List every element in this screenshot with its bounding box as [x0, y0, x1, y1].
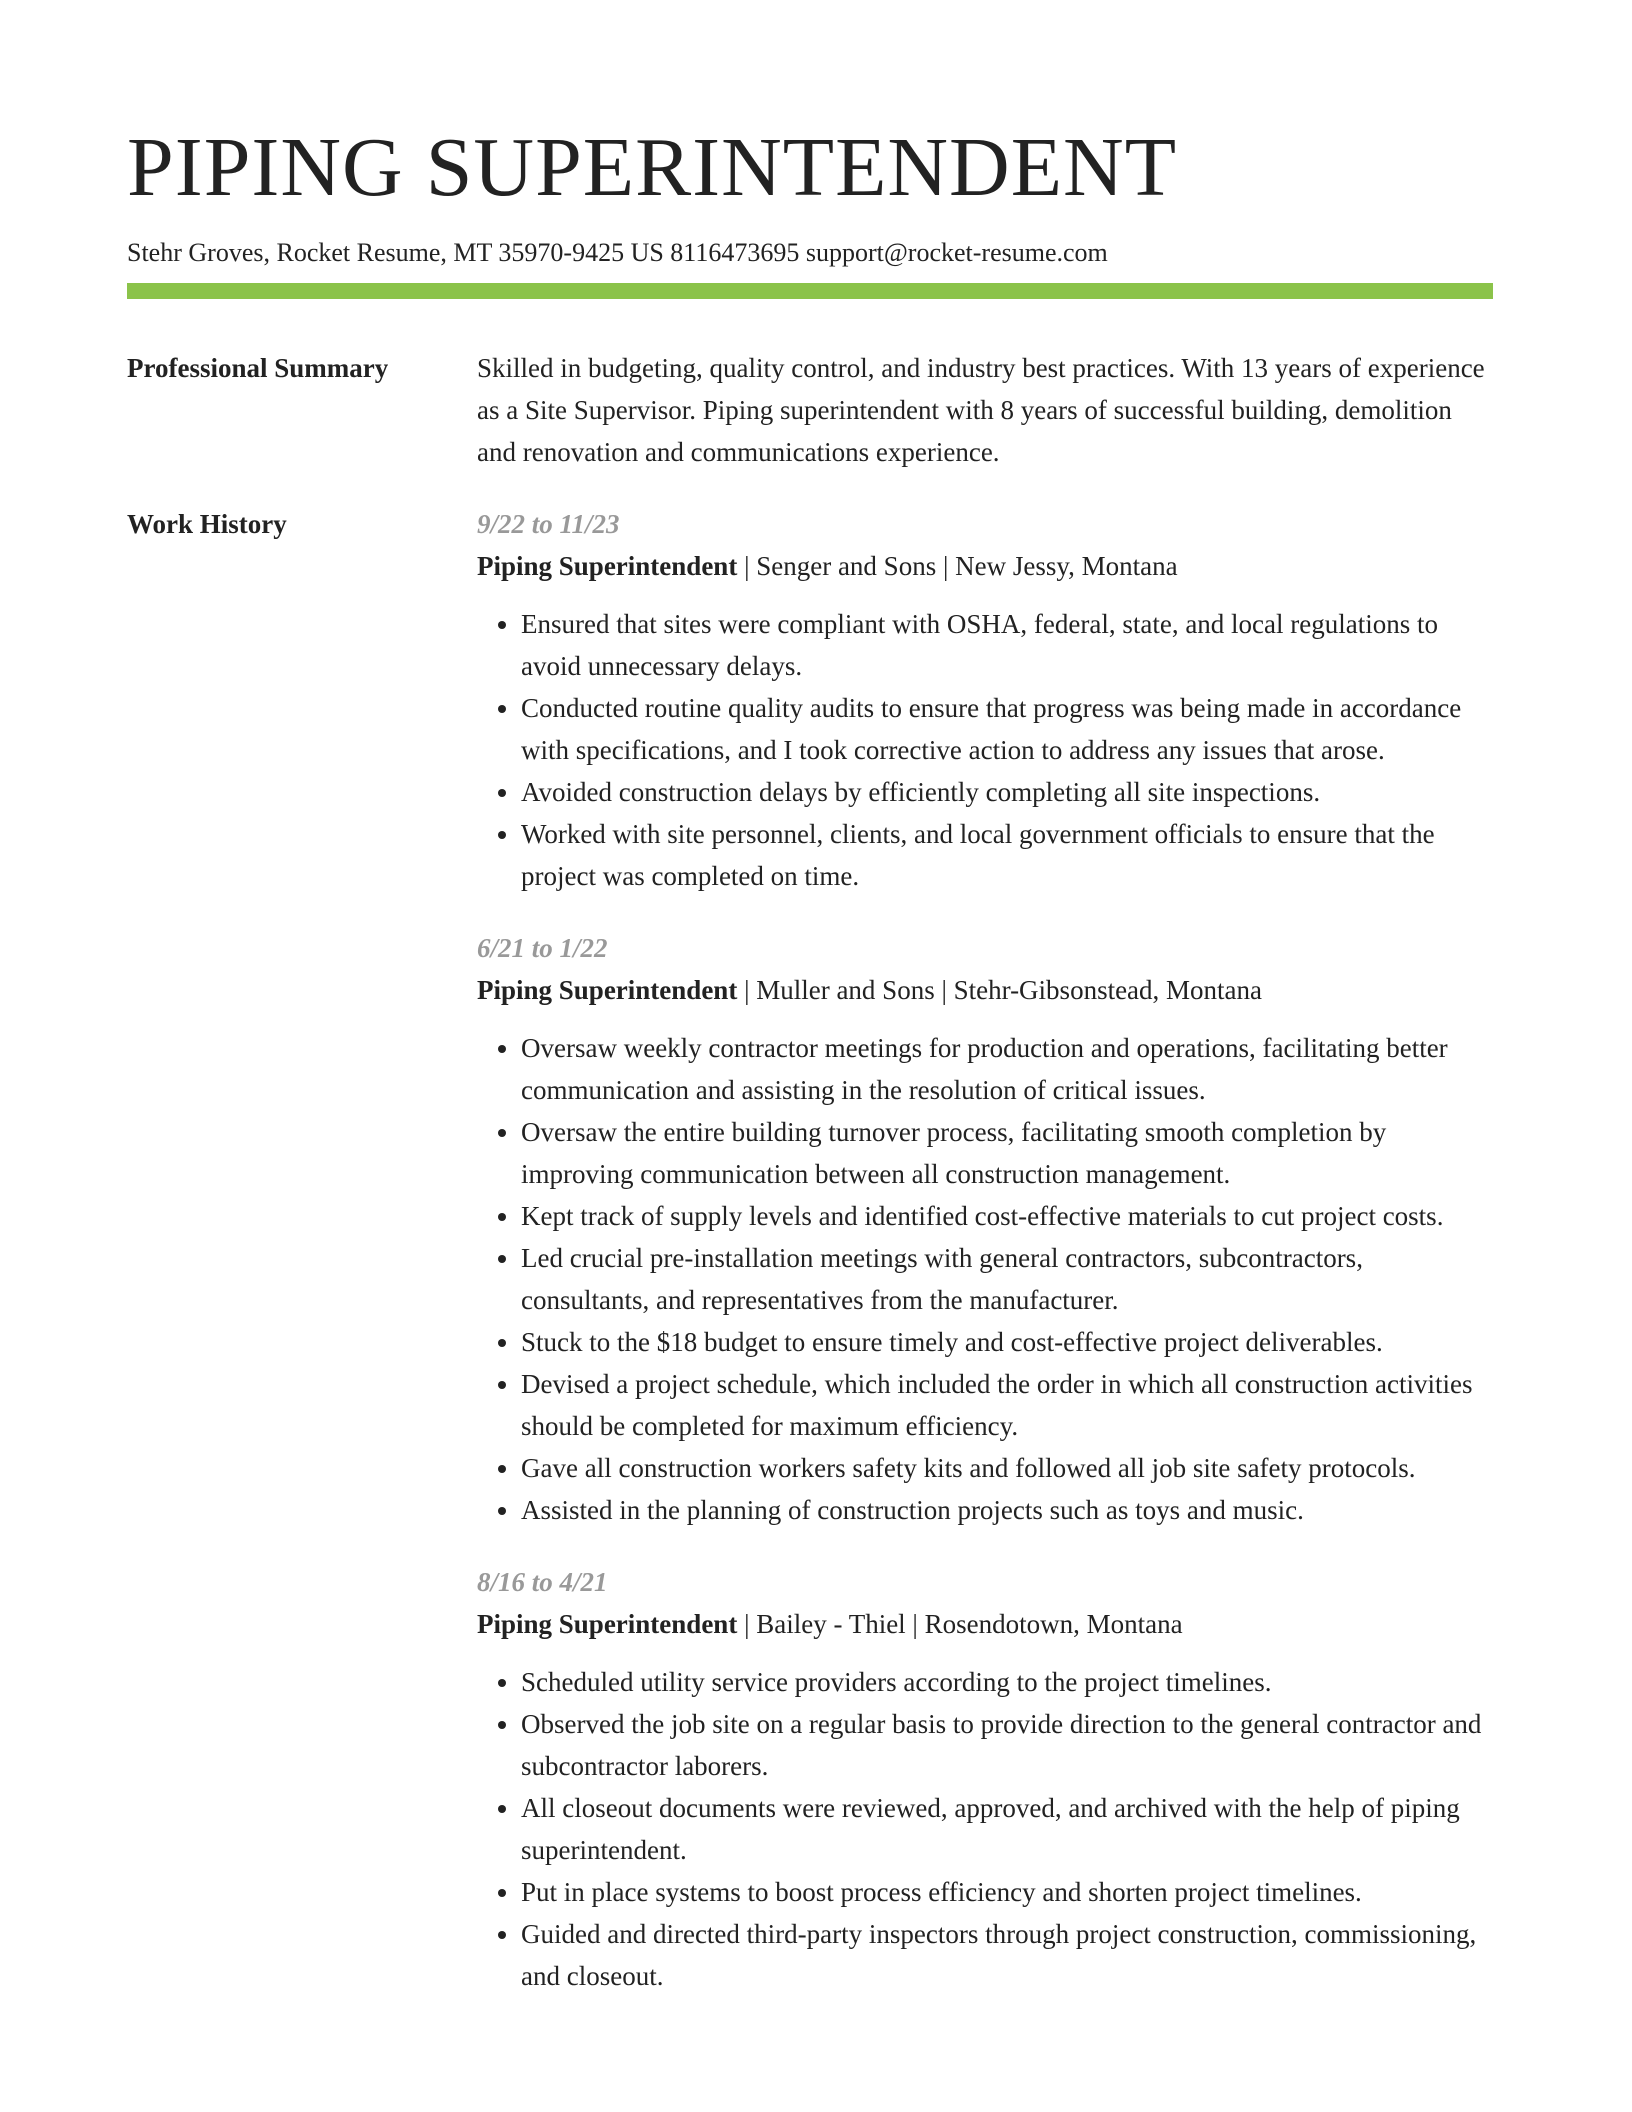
job-bullet: • Oversaw the entire building turnover process, facilitating smooth completion by improving communication between all construction management.	[521, 1111, 1493, 1195]
job-bullet: • Oversaw weekly contractor meetings for production and operations, facilitating better communication and assisting in the resolution of critical issues.	[521, 1027, 1493, 1111]
work-history-section	[127, 503, 1493, 2027]
job-bullet: • Avoided construction delays by efficiently completing all site inspections.	[521, 771, 1493, 813]
job-title: Piping Superintendent	[477, 1609, 738, 1639]
job-dates: 8/16 to 4/21	[477, 1567, 608, 1597]
job-dates: 6/21 to 1/22	[477, 933, 608, 963]
job-entry	[477, 1561, 1493, 1997]
job-list	[477, 503, 1493, 1997]
job-details: | Bailey - Thiel | Rosendotown, Montana	[737, 1609, 1183, 1639]
job-bullet: • Kept track of supply levels and identified cost-effective materials to cut project costs.	[521, 1195, 1493, 1237]
job-heading	[477, 1603, 1493, 1645]
page-title: PIPING SUPERINTENDENT	[127, 121, 1177, 214]
summary-label: Professional Summary	[127, 353, 389, 383]
job-bullet: • Stuck to the $18 budget to ensure timely and cost-effective project deliverables.	[521, 1321, 1493, 1363]
resume-header	[127, 118, 1493, 270]
work-history-label: Work History	[127, 509, 287, 539]
job-heading	[477, 969, 1493, 1011]
contact-line: Stehr Groves, Rocket Resume, MT 35970-9425 US 8116473695 support@rocket-resume.com	[127, 238, 1108, 267]
header-divider	[127, 283, 1493, 299]
job-bullet: • Worked with site personnel, clients, and local government officials to ensure that the project was completed on time.	[521, 813, 1493, 897]
job-bullet: • Assisted in the planning of construction projects such as toys and music.	[521, 1489, 1493, 1531]
summary-text: Skilled in budgeting, quality control, and industry best practices. With 13 years of experience as a Site Supervisor. Piping superintendent with 8 years of successful building, demolition and renovation and communications experience.	[477, 353, 1485, 467]
job-bullet: • Put in place systems to boost process efficiency and shorten project timelines.	[521, 1871, 1493, 1913]
job-title: Piping Superintendent	[477, 975, 738, 1005]
job-bullets	[477, 1027, 1493, 1531]
job-bullets	[477, 1661, 1493, 1997]
job-details: | Muller and Sons | Stehr-Gibsonstead, Montana	[737, 975, 1263, 1005]
job-dates: 9/22 to 11/23	[477, 509, 620, 539]
job-bullet: • Devised a project schedule, which included the order in which all construction activities should be completed for maximum efficiency.	[521, 1363, 1493, 1447]
job-entry	[477, 503, 1493, 897]
job-bullet: • Scheduled utility service providers according to the project timelines.	[521, 1661, 1493, 1703]
job-bullet: • Observed the job site on a regular basis to provide direction to the general contractor and subcontractor laborers.	[521, 1703, 1493, 1787]
job-bullet: • Ensured that sites were compliant with OSHA, federal, state, and local regulations to avoid unnecessary delays.	[521, 603, 1493, 687]
job-bullet: • Guided and directed third-party inspectors through project construction, commissioning, and closeout.	[521, 1913, 1493, 1997]
job-bullet: • Conducted routine quality audits to ensure that progress was being made in accordance with specifications, and I took corrective action to address any issues that arose.	[521, 687, 1493, 771]
job-details: | Senger and Sons | New Jessy, Montana	[737, 551, 1178, 581]
job-bullets	[477, 603, 1493, 897]
job-bullet: • All closeout documents were reviewed, approved, and archived with the help of piping superintendent.	[521, 1787, 1493, 1871]
job-entry	[477, 927, 1493, 1531]
job-bullet: • Led crucial pre-installation meetings with general contractors, subcontractors, consultants, and representatives from the manufacturer.	[521, 1237, 1493, 1321]
job-bullet: • Gave all construction workers safety kits and followed all job site safety protocols.	[521, 1447, 1493, 1489]
job-heading	[477, 545, 1493, 587]
job-title: Piping Superintendent	[477, 551, 738, 581]
summary-section	[127, 347, 1493, 473]
